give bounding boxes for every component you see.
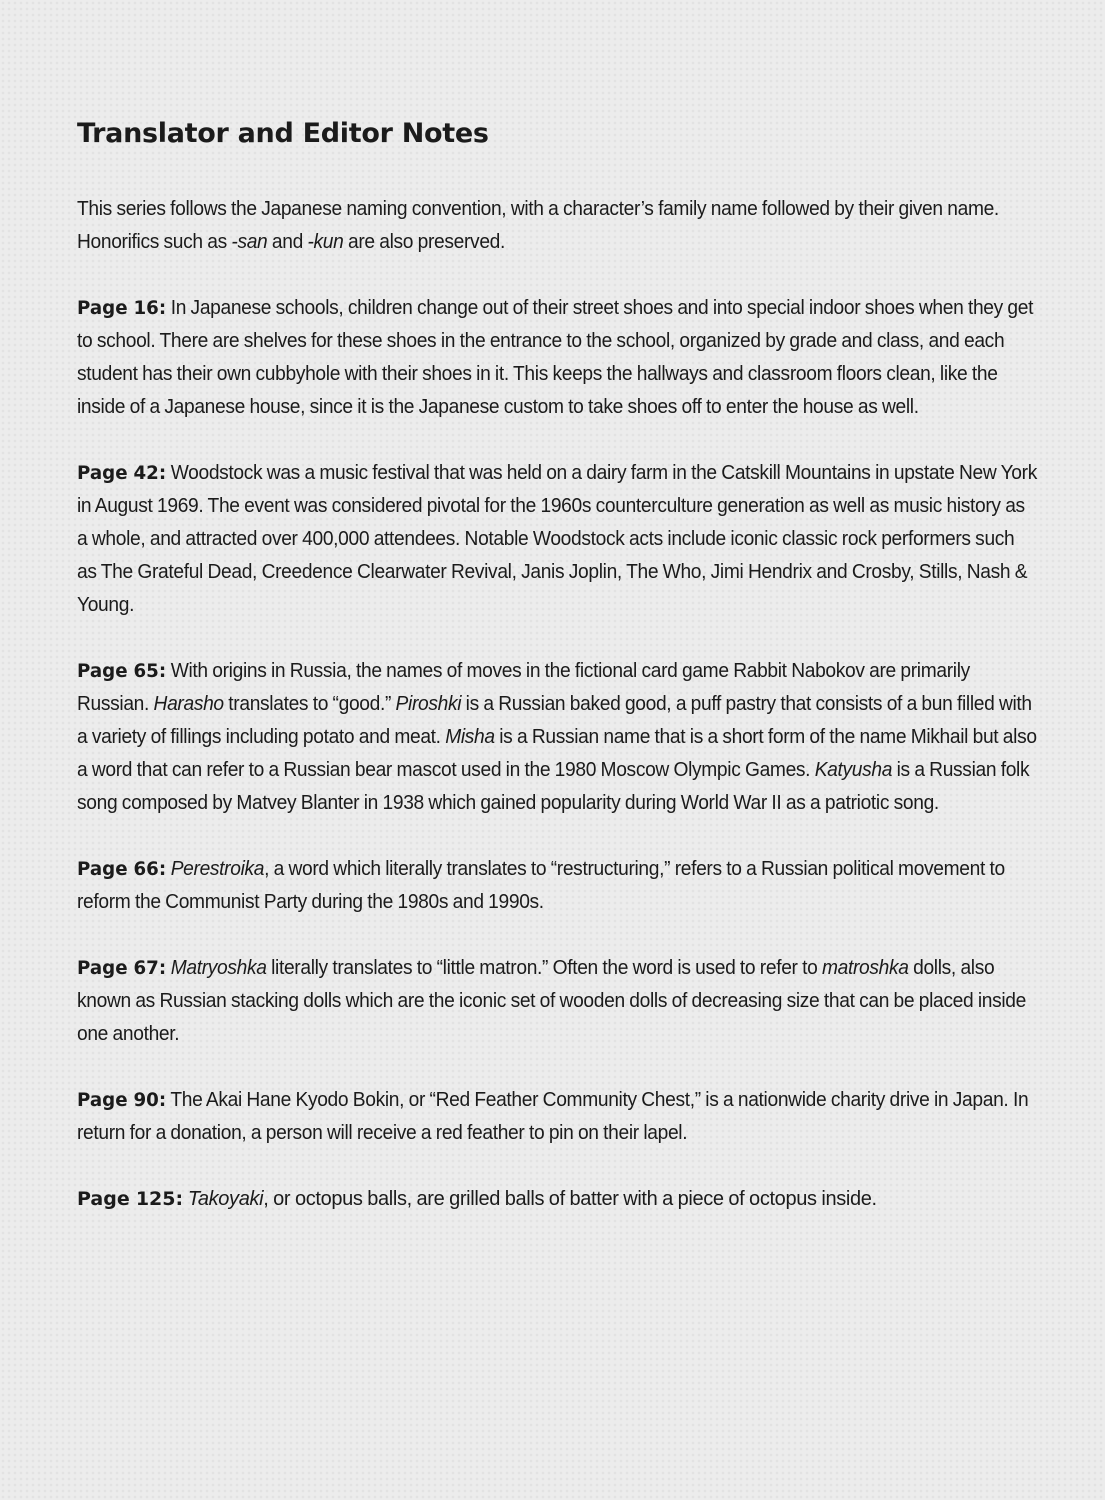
- note-page-16: Page 16: In Japanese schools, children change out of their street shoes and into special indoor shoes when they get to school. There are shelves for these shoes in the entrance to the school, organized by grade and class, and each student has their own cubbyhole with their shoes in it. This keeps the hallways and classroom floors clean, like the inside of a Japanese house, since it is the Japanese custom to take shoes off to enter the house as well.: [77, 297, 1034, 418]
- intro-paragraph: This series follows the Japanese naming convention, with a character’s family name followed by their given name. Honorifics such as -san and -kun are also preserved.: [77, 198, 999, 253]
- page-reference: Page 66:: [77, 858, 167, 880]
- page-reference: Page 125:: [77, 1188, 184, 1210]
- note-page-42: Page 42: Woodstock was a music festival that was held on a dairy farm in the Catskill Mountains in upstate New York in August 1969. The event was considered pivotal for the 1960s counterculture generation as well as music history as a whole, and attracted over 400,000 attendees. Notable Woodstock acts include iconic classic rock performers such as The Grateful Dead, Creedence Clearwater Revival, Janis Joplin, The Who, Jimi Hendrix and Crosby, Stills, Nash & Young.: [77, 462, 1037, 616]
- note-page-90: Page 90: The Akai Hane Kyodo Bokin, or “Red Feather Community Chest,” is a nationwide charity drive in Japan. In return for a donation, a person will receive a red feather to pin on their lapel.: [77, 1089, 1029, 1144]
- page-title: Translator and Editor Notes: [77, 118, 489, 149]
- note-page-125: Page 125: Takoyaki, or octopus balls, are grilled balls of batter with a piece of octopus inside.: [77, 1188, 877, 1210]
- note-page-65: Page 65: With origins in Russia, the names of moves in the fictional card game Rabbit Nabokov are primarily Russian. Harasho translates to “good.” Piroshki is a Russian baked good, a puff pastry that consists of a bun filled with a variety of fillings including potato and meat. Misha is a Russian name that is a short form of the name Mikhail but also a word that can refer to a Russian bear mascot used in the 1980 Moscow Olympic Games. Katyusha is a Russian folk song composed by Matvey Blanter in 1938 which gained popularity during World War II as a patriotic song.: [77, 660, 1037, 814]
- notes-page: [77, 116, 1042, 1249]
- page-reference: Page 42:: [77, 462, 167, 484]
- note-page-66: Page 66: Perestroika, a word which literally translates to “restructuring,” refers to a Russian political movement to reform the Communist Party during the 1980s and 1990s.: [77, 858, 1005, 913]
- page-reference: Page 90:: [77, 1089, 167, 1111]
- page-reference: Page 65:: [77, 660, 167, 682]
- page-reference: Page 67:: [77, 957, 167, 979]
- note-page-67: Page 67: Matryoshka literally translates to “little matron.” Often the word is used to refer to matroshka dolls, also known as Russian stacking dolls which are the iconic set of wooden dolls of decreasing size that can be placed inside one another.: [77, 957, 1027, 1045]
- page-reference: Page 16:: [77, 297, 167, 319]
